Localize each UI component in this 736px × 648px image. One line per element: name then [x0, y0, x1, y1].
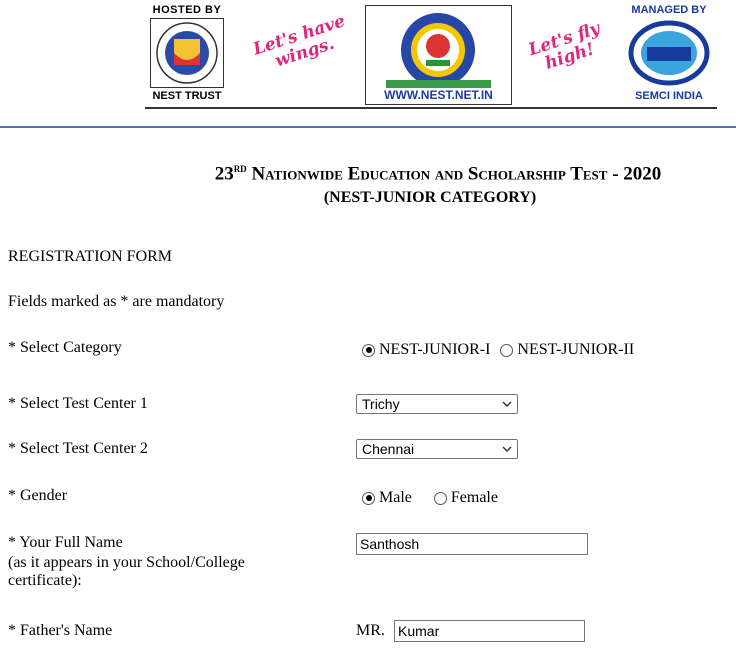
banner-divider [145, 107, 717, 109]
center1-select[interactable] [356, 394, 518, 414]
full-name-label-group [8, 534, 308, 590]
hosted-name: NEST TRUST [152, 90, 222, 102]
title-text: Nationwide Education and Scholarship Test - 2020 [246, 163, 662, 185]
father-name-input[interactable]: Kumar [394, 620, 585, 642]
father-name-label: * Father's Name [8, 622, 113, 639]
gender-label: * Gender [8, 487, 68, 504]
full-name-sub-label: (as it appears in your School/College certificate): [8, 554, 245, 589]
center2-value: Chennai [362, 441, 415, 457]
mandatory-note: Fields marked as * are mandatory [8, 293, 225, 310]
gender-option-label: Female [450, 489, 498, 506]
full-name-input[interactable]: Santhosh [356, 533, 588, 555]
hosted-caption: HOSTED BY [152, 4, 222, 16]
page-title [0, 160, 736, 207]
managed-by-logo [620, 4, 718, 106]
title-number: 23 [214, 163, 234, 185]
form-heading: REGISTRATION FORM [8, 248, 173, 265]
category-option-label: NEST-JUNIOR-II [517, 341, 635, 358]
gender-radio-female[interactable] [434, 492, 447, 505]
title-main [0, 160, 736, 185]
chevron-down-icon [501, 398, 513, 410]
chevron-down-icon [501, 443, 513, 455]
category-label: * Select Category [8, 339, 122, 356]
category-radio-junior-2[interactable] [500, 344, 513, 357]
center1-value: Trichy [362, 396, 400, 412]
center2-label: * Select Test Center 2 [8, 440, 148, 457]
center2-select[interactable] [356, 439, 518, 459]
father-name-prefix: MR. [356, 622, 385, 639]
nest-trust-emblem [150, 18, 224, 88]
category-option-label: NEST-JUNIOR-I [379, 341, 491, 358]
managed-name: SEMCI INDIA [635, 90, 703, 102]
category-radio-group [362, 341, 634, 359]
title-superscript: rd [233, 160, 247, 175]
hosted-by-logo [146, 4, 228, 106]
nest-url[interactable]: WWW.NEST.NET.IN [384, 88, 493, 102]
full-name-label: * Your Full Name [8, 534, 123, 551]
managed-caption: MANAGED BY [631, 4, 707, 16]
gender-radio-male[interactable] [362, 492, 375, 505]
semci-emblem [626, 18, 712, 88]
center1-label: * Select Test Center 1 [8, 395, 148, 412]
header-divider [0, 126, 736, 128]
slogan-left: Let's have wings. [250, 11, 348, 72]
gender-option-label: Male [379, 489, 412, 506]
gender-radio-group [362, 489, 498, 507]
nest-logo [365, 5, 512, 105]
slogan-right: Let's fly high! [526, 18, 603, 74]
title-subtitle: (NEST-JUNIOR CATEGORY) [323, 189, 537, 207]
category-radio-junior-1[interactable] [362, 344, 375, 357]
